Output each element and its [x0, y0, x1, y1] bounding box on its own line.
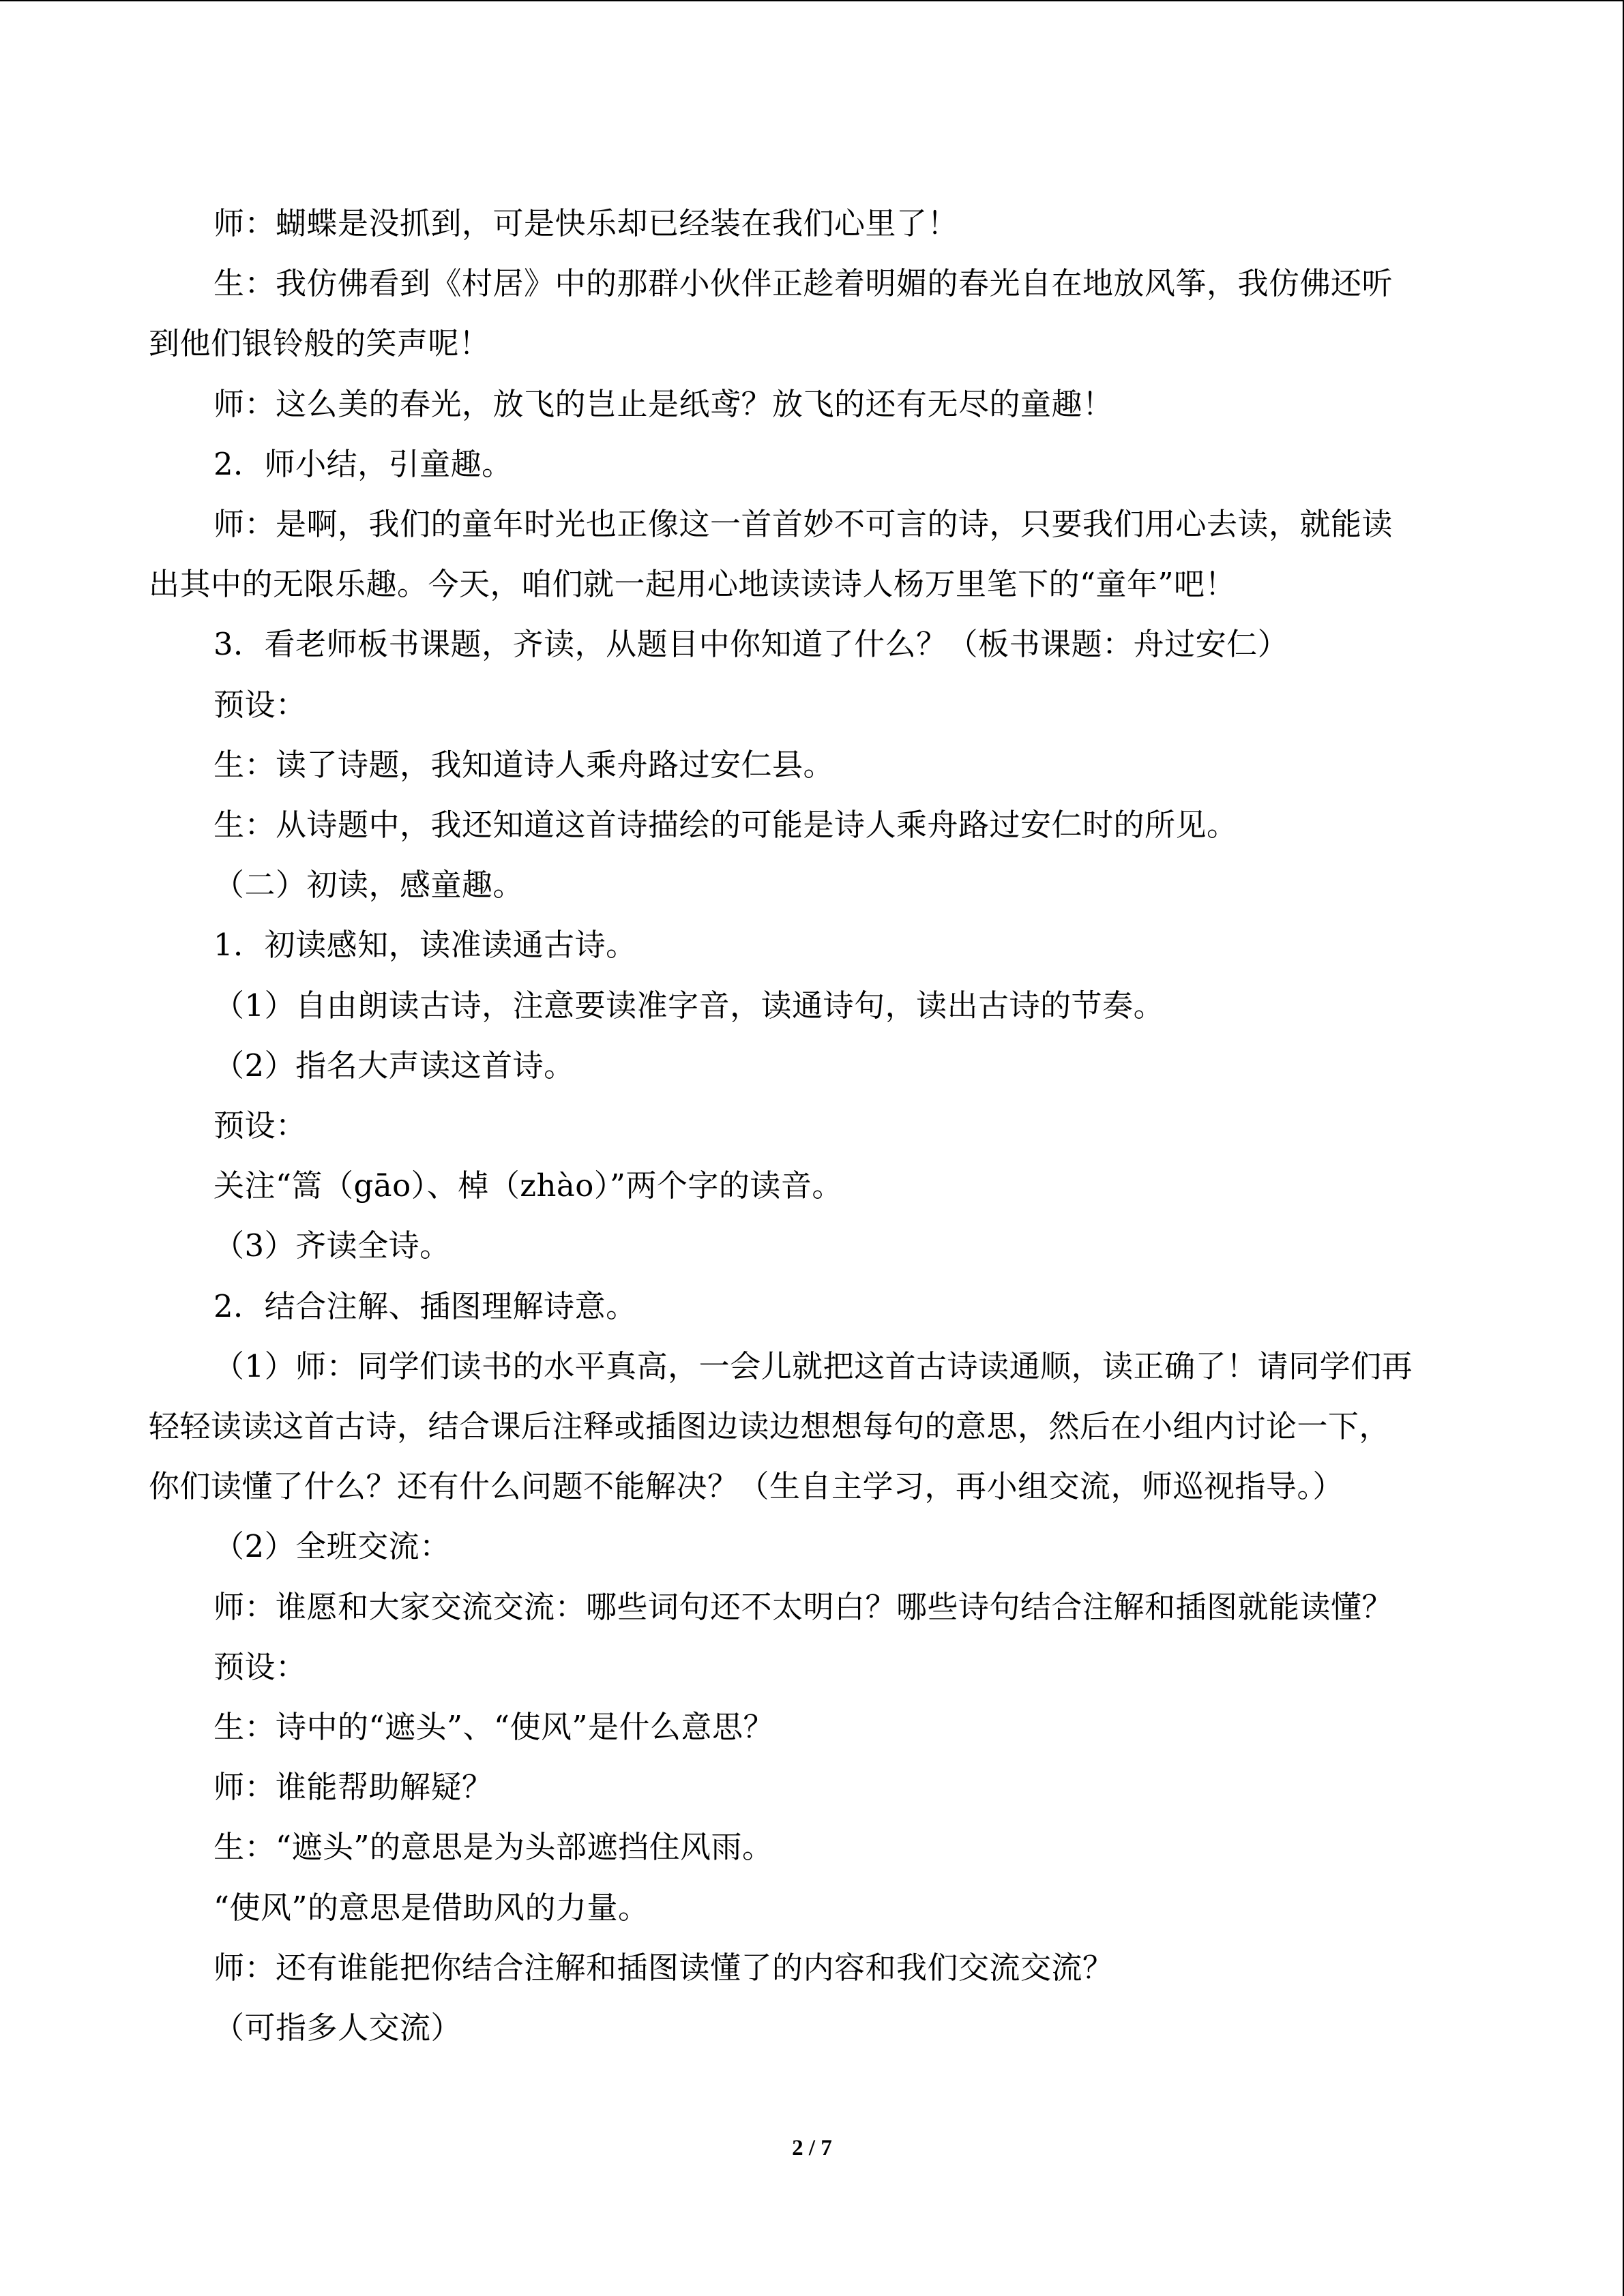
text-line: 师：蝴蝶是没抓到，可是快乐却已经装在我们心里了！ — [213, 205, 959, 241]
text-line: 师：这么美的春光，放飞的岂止是纸鸢？放飞的还有无尽的童趣！ — [213, 385, 1114, 422]
text-line: 预设： — [213, 1107, 307, 1144]
text-line: （1）师：同学们读书的水平真高，一会儿就把这首古诗读通顺，读正确了！请同学们再 — [213, 1347, 1413, 1384]
text-line: 生：我仿佛看到《村居》中的那群小伙伴正趁着明媚的春光自在地放风筝，我仿佛还听 — [213, 265, 1393, 302]
text-line: （3）齐读全诗。 — [213, 1227, 451, 1264]
text-line: 师：是啊，我们的童年时光也正像这一首首妙不可言的诗，只要我们用心去读，就能读 — [213, 506, 1393, 542]
text-line: （1）自由朗读古诗，注意要读准字音，读通诗句，读出古诗的节奏。 — [213, 987, 1165, 1024]
text-line: “使风”的意思是借助风的力量。 — [213, 1889, 649, 1926]
text-line: 1．初读感知，读准读通古诗。 — [213, 927, 637, 964]
text-line: 师：谁愿和大家交流交流：哪些词句还不太明白？哪些诗句结合注解和插图就能读懂？ — [213, 1588, 1393, 1625]
text-line: 生：“遮头”的意思是为头部遮挡住风雨。 — [213, 1829, 773, 1866]
text-line: 轻轻读读这首古诗，结合课后注释或插图边读边想想每句的意思，然后在小组内讨论一下， — [149, 1408, 1391, 1444]
text-line: 你们读懂了什么？还有什么问题不能解决？（生自主学习，再小组交流，师巡视指导。） — [149, 1468, 1344, 1505]
text-line: 2．结合注解、插图理解诗意。 — [213, 1287, 637, 1324]
text-line: 关注“篙（gāo）、棹（zhào）”两个字的读音。 — [213, 1167, 843, 1204]
text-line: （2）全班交流： — [213, 1528, 451, 1565]
text-line: 出其中的无限乐趣。今天，咱们就一起用心地读读诗人杨万里笔下的“童年”吧！ — [149, 566, 1237, 603]
text-line: 3．看老师板书课题，齐读，从题目中你知道了什么？（板书课题：舟过安仁） — [213, 626, 1289, 663]
text-line: 2．师小结，引童趣。 — [213, 445, 513, 482]
text-line: 师：还有谁能把你结合注解和插图读懂了的内容和我们交流交流？ — [213, 1949, 1114, 1986]
text-line: 预设： — [213, 1648, 307, 1685]
text-line: 生：诗中的“遮头”、“使风”是什么意思？ — [213, 1709, 775, 1745]
text-line: 生：从诗题中，我还知道这首诗描绘的可能是诗人乘舟路过安仁时的所见。 — [213, 807, 1238, 843]
text-line: （2）指名大声读这首诗。 — [213, 1047, 575, 1084]
text-line: 预设： — [213, 686, 307, 723]
text-line: 生：读了诗题，我知道诗人乘舟路过安仁县。 — [213, 746, 835, 783]
text-line: （可指多人交流） — [213, 2010, 462, 2046]
text-line: 到他们银铃般的笑声呢！ — [149, 325, 490, 362]
text-line: 师：谁能帮助解疑？ — [213, 1769, 493, 1806]
page-number: 2 / 7 — [792, 2136, 832, 2160]
text-line: （二）初读，感童趣。 — [213, 867, 525, 904]
